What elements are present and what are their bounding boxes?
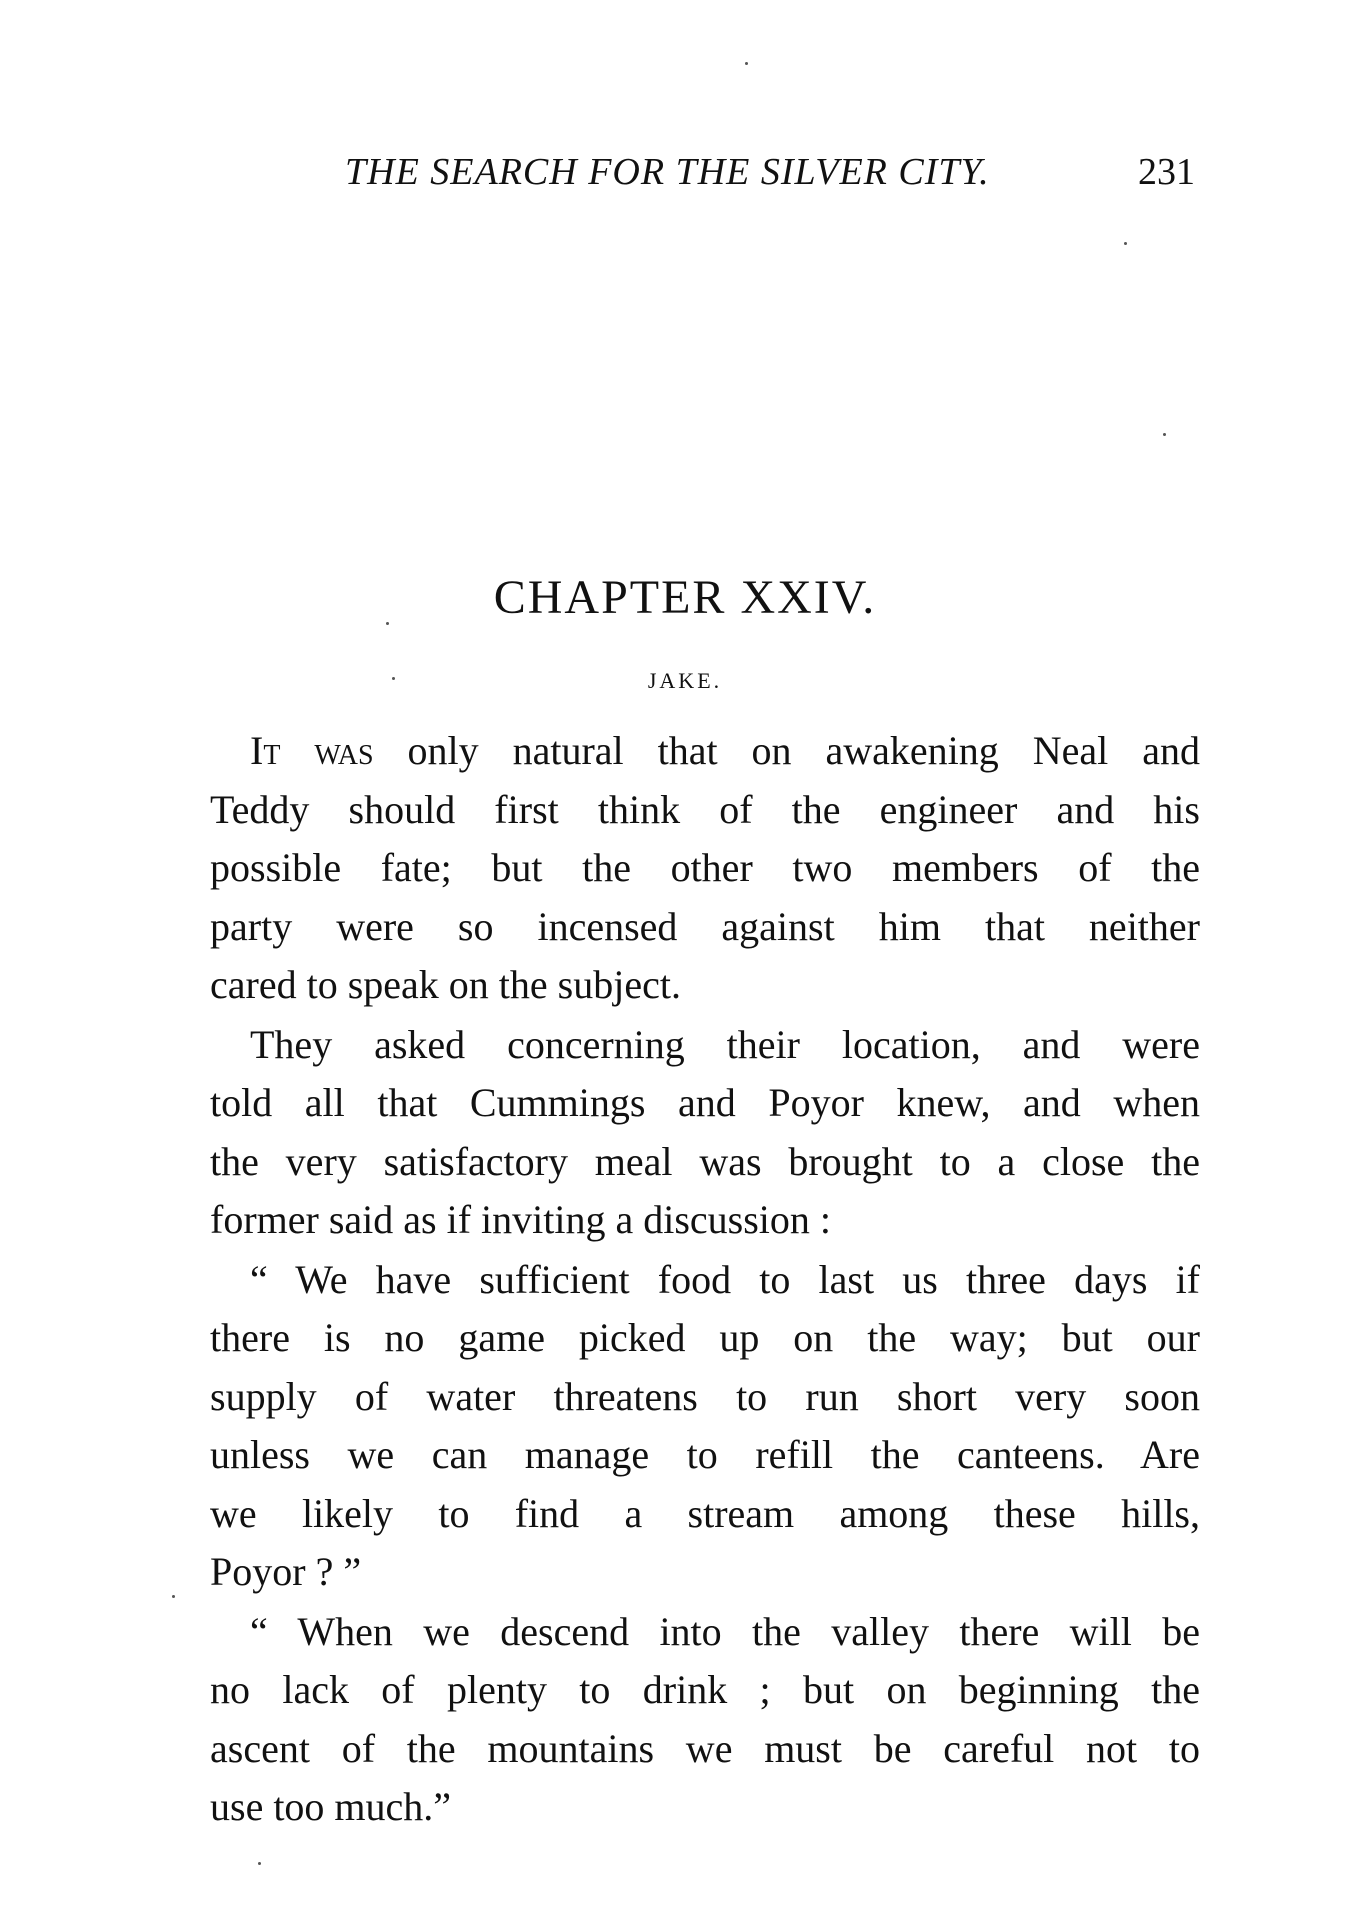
running-title: THE SEARCH FOR THE SILVER CITY. [345,151,990,193]
scan-speck [386,622,389,625]
running-head [205,150,1195,200]
text-line: former said as if inviting a discussion : [210,1197,832,1242]
body-text [210,722,1200,1838]
text-line: use too much.” [210,1784,452,1829]
scan-speck [258,1862,261,1865]
page-number: 231 [1138,151,1195,193]
scan-speck [392,677,395,680]
text-line: there is no game picked up on the way; but our [210,1315,1200,1360]
scan-speck [1124,242,1127,245]
paragraph [210,722,1200,1015]
opening-small-caps: It was [250,728,374,773]
text-line: we likely to find a stream among these hills, [210,1490,1200,1536]
chapter-subtitle: JAKE. [647,668,723,693]
paragraph [210,1016,1200,1250]
chapter-title: CHAPTER XXIV. [493,571,877,624]
text-line: supply of water threatens to run short very soon [210,1373,1200,1419]
text-line: party were so incensed against him that neither [210,903,1200,949]
text-line: possible fate; but the other two members of the [210,845,1200,890]
text-line: They asked concerning their location, and were [250,1021,1200,1067]
text-line: unless we can manage to refill the canteens. Are [210,1432,1200,1477]
text-line: no lack of plenty to drink ; but on beginning the [210,1667,1200,1712]
scan-speck [1163,433,1166,436]
text-line: Poyor ? ” [210,1549,362,1594]
text-line [210,722,1200,781]
paragraph [210,1251,1200,1602]
text-line: ascent of the mountains we must be careful not to [210,1725,1200,1771]
line-text: only natural that on awakening Neal and [373,728,1200,773]
text-line: told all that Cummings and Poyor knew, and when [210,1080,1200,1125]
paragraph [210,1603,1200,1837]
scan-speck [172,1595,175,1598]
text-line: Teddy should first think of the engineer and his [210,786,1200,832]
text-line: “ When we descend into the valley there will be [250,1608,1200,1654]
text-line: cared to speak on the subject. [210,962,681,1007]
text-line: the very satisfactory meal was brought to a close the [210,1138,1200,1184]
scan-speck [745,62,748,65]
text-line: “ We have sufficient food to last us three days if [250,1256,1200,1302]
